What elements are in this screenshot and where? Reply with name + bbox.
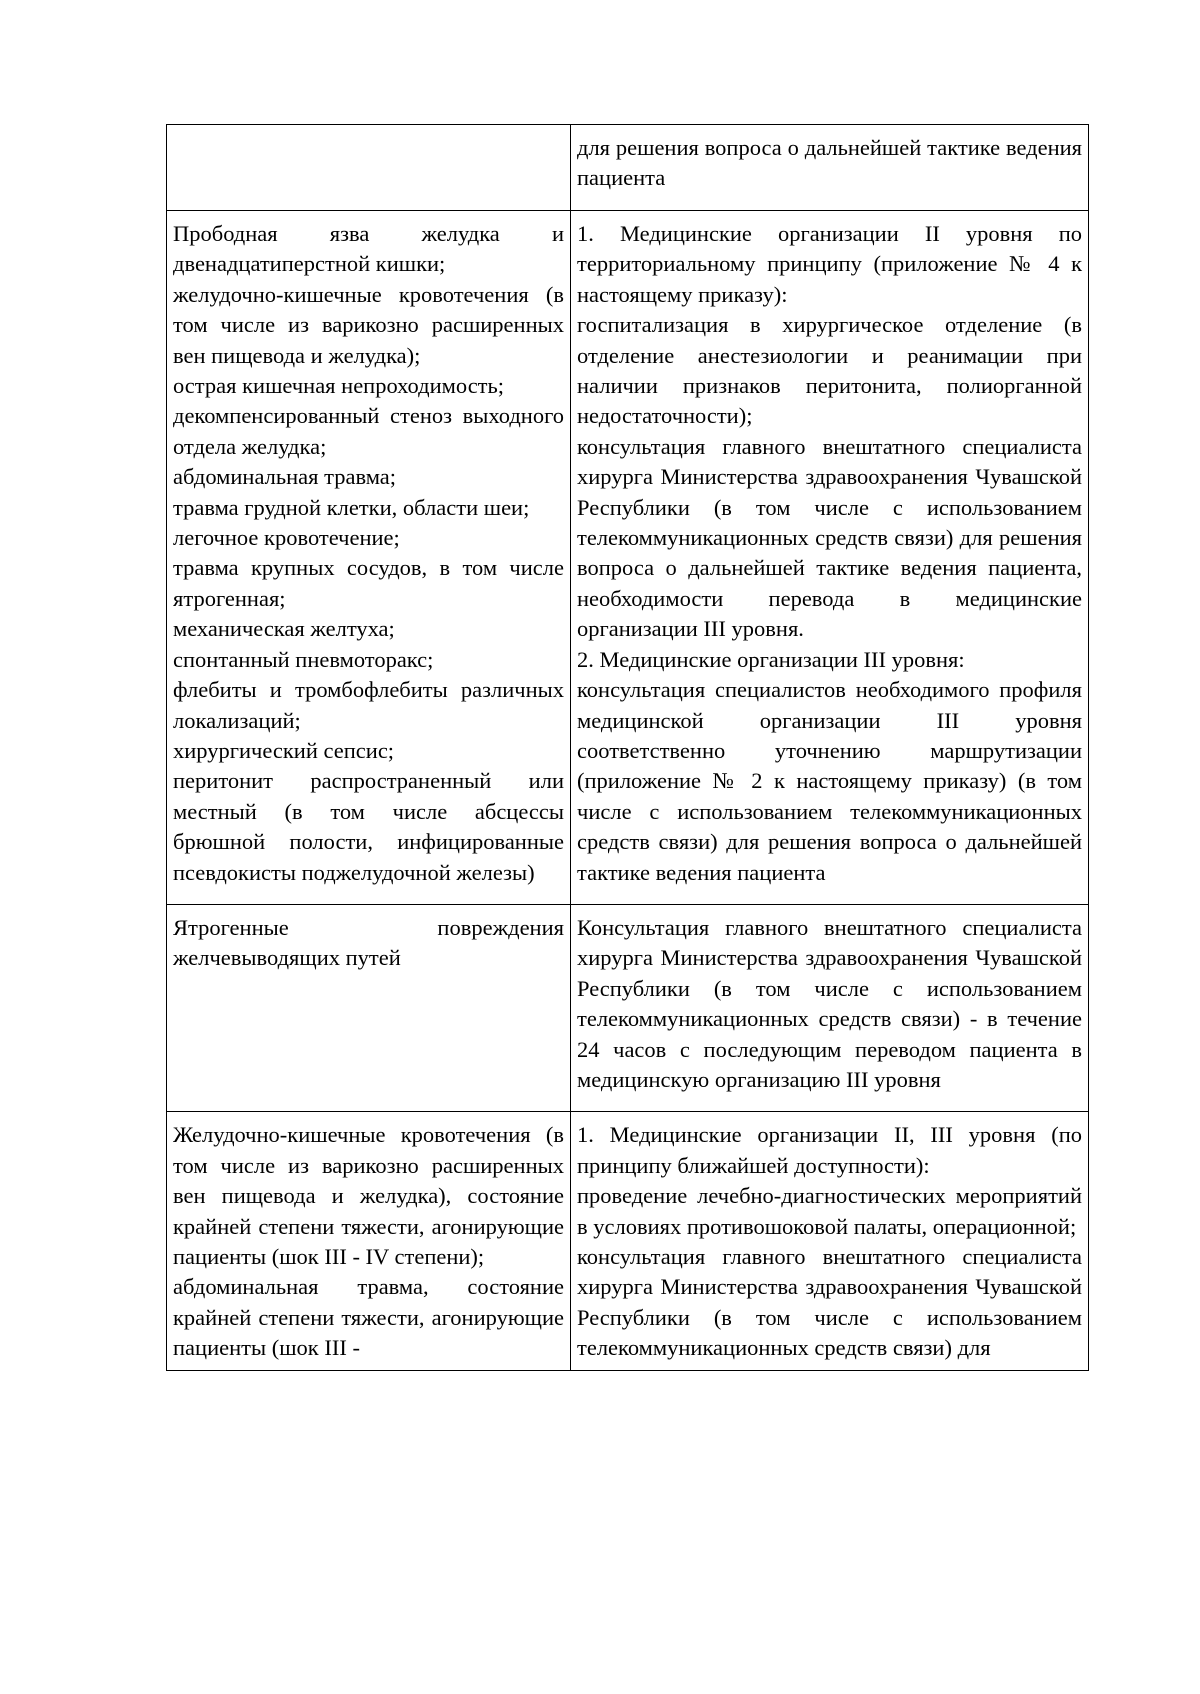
cell-text: Ятрогенные повреждения желчевыводящих путей xyxy=(173,914,564,971)
table-cell-right xyxy=(571,904,1089,1111)
table-cell-left xyxy=(167,1112,571,1370)
cell-text: механическая желтуха; xyxy=(173,616,395,642)
cell-text: легочное кровотечение; xyxy=(173,525,400,551)
cell-text: спонтанный пневмоторакс; xyxy=(173,646,434,672)
table-row xyxy=(167,211,1089,905)
cell-text: хирургический сепсис; xyxy=(173,737,395,763)
cell-text: консультация главного внештатного специалиста хирурга Министерства здравоохранения Чувашской Республики (в том числе с использованием телекоммуникационных средств связи) для решения вопроса о дальнейшей тактике ведения пациента, необходимости перевода в медицинские организации III уровня. xyxy=(577,433,1082,642)
cell-text: перитонит распространенный или местный (в том числе абсцессы брюшной полости, инфицированные псевдокисты поджелудочной железы) xyxy=(173,768,564,885)
table-cell-left xyxy=(167,904,571,1111)
cell-text: травма грудной клетки, области шеи; xyxy=(173,494,530,520)
table-cell-right xyxy=(571,125,1089,211)
cell-text: 2. Медицинские организации III уровня: xyxy=(577,646,965,672)
cell-text: консультация главного внештатного специалиста хирурга Министерства здравоохранения Чувашской Республики (в том числе с использованием телекоммуникационных средств связи) для xyxy=(577,1244,1082,1361)
cell-text: 1. Медицинские организации II уровня по территориальному принципу (приложение № 4 к настоящему приказу): xyxy=(577,221,1082,307)
cell-text: флебиты и тромбофлебиты различных локализаций; xyxy=(173,677,564,733)
table-cell-left xyxy=(167,125,571,211)
cell-text: абдоминальная травма; xyxy=(173,464,397,490)
cell-text: Консультация главного внештатного специалиста хирурга Министерства здравоохранения Чувашской Республики (в том числе с использованием телекоммуникационных средств связи) - в течение 24 часов с последующим переводом пациента в медицинскую организацию III уровня xyxy=(577,914,1082,1092)
cell-text: острая кишечная непроходимость; xyxy=(173,373,505,399)
cell-text: консультация специалистов необходимого профиля медицинской организации III уровня соответственно уточнению маршрутизации (приложение № 2 к настоящему приказу) (в том числе с использованием телекоммуникационных средств связи) для решения вопроса о дальнейшей тактике ведения пациента xyxy=(577,677,1082,885)
cell-text: 1. Медицинские организации II, III уровня (по принципу ближайшей доступности): xyxy=(577,1122,1082,1178)
cell-text: для решения вопроса о дальнейшей тактике ведения пациента xyxy=(577,135,1082,191)
table-cell-right xyxy=(571,1112,1089,1370)
cell-text: Желудочно-кишечные кровотечения (в том числе из варикозно расширенных вен пищевода и желудка), состояние крайней степени тяжести, агонирующие пациенты (шок III - IV степени); xyxy=(173,1122,564,1269)
cell-text: декомпенсированный стеноз выходного отдела желудка; xyxy=(173,403,564,459)
routing-table xyxy=(166,124,1089,1371)
cell-text: Прободная язва желудка и двенадцатиперстной кишки; xyxy=(173,221,564,277)
cell-text: абдоминальная травма, состояние крайней степени тяжести, агонирующие пациенты (шок III - xyxy=(173,1274,564,1361)
cell-text: проведение лечебно-диагностических мероприятий в условиях противошоковой палаты, операционной; xyxy=(577,1183,1082,1239)
cell-text: травма крупных сосудов, в том числе ятрогенная; xyxy=(173,555,564,611)
table-cell-right xyxy=(571,211,1089,905)
table-row xyxy=(167,1112,1089,1370)
table-row xyxy=(167,904,1089,1111)
table-cell-left xyxy=(167,211,571,905)
table-row xyxy=(167,125,1089,211)
cell-text: желудочно-кишечные кровотечения (в том числе из варикозно расширенных вен пищевода и желудка); xyxy=(173,281,564,368)
cell-text: госпитализация в хирургическое отделение (в отделение анестезиологии и реанимации при наличии признаков перитонита, полиорганной недостаточности); xyxy=(577,312,1082,429)
